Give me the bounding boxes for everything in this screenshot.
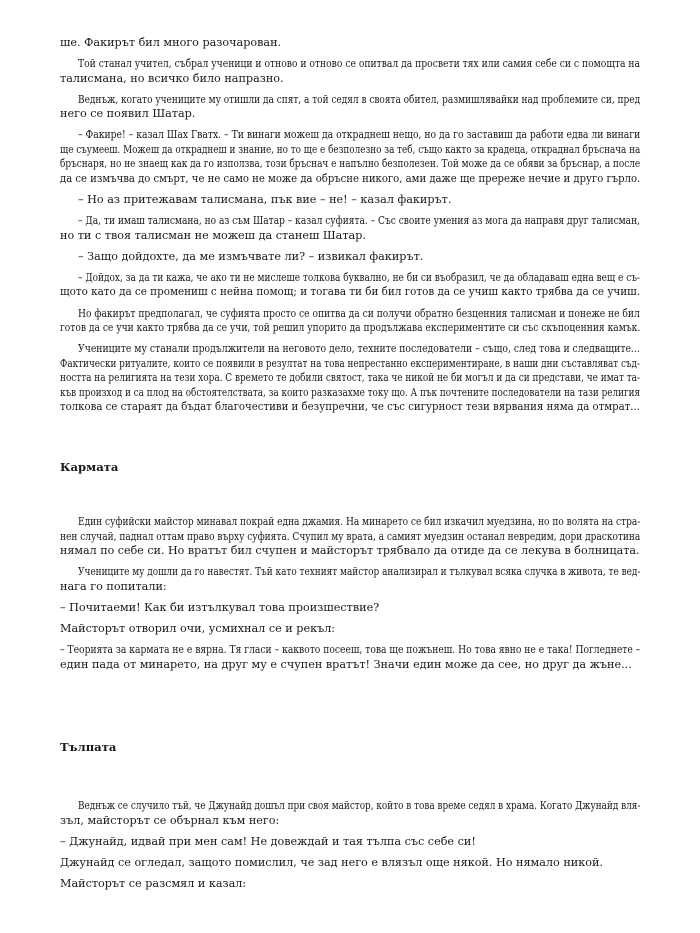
text-line: Майсторът се разсмял и казал: — [60, 877, 247, 890]
paragraph-line: – Дойдох, за да ти кажа, че ако ти не мислеше толкова буквално, не би си въобразил, че да обладаваш една вещ е съ- — [78, 271, 640, 284]
text-line: ността на религията на тези хора. С времето те добили святост, така че никой не би могъл и да си представи, че имат та- — [60, 371, 640, 384]
text-line: Джунайд се огледал, защото помислил, че зад него е влязъл още някой. Но нямало никой. — [60, 856, 603, 869]
text-line: един пада от минарето, на друг му е счупен вратът! Значи един може да сее, но друг да жъне... — [60, 658, 632, 671]
text-line: къв произход и са плод на обстоятелствата, за които разказахме току що. А пък почтените последователи на тази религия — [60, 386, 641, 399]
paragraph-line: – Но аз притежавам талисмана, пък вие – не! – казал факирът. — [78, 193, 452, 206]
paragraph-line: Учениците му станали продължители на неговото дело, техните последователи – също, след това и следващите... — [78, 342, 640, 355]
text-line: – Теорията за кармата не е вярна. Тя гласи – каквото посееш, това ще пожънеш. Но това явно не е така! Погледнете – — [60, 643, 641, 656]
paragraph-line: – Защо дойдохте, да ме измъчвате ли? – извикал факирът. — [78, 250, 424, 263]
section-heading-karma: Кармата — [60, 460, 119, 474]
paragraph-line: Веднъж се случило тъй, че Джунайд дошъл при своя майстор, който в това време седял в храма. Когато Джунайд вля- — [78, 799, 641, 812]
text-line: да се измъчва до смърт, че не само не може да обръсне никого, ами даже ще прережe нечие и друго гърло. — [60, 172, 641, 185]
text-line: зъл, майсторът се обърнал към него: — [60, 814, 280, 827]
paragraph-line: – Факире! – казал Шах Гватх. – Ти винаги можеш да откраднеш нещо, но да го заставиш да работи едва ли винаги — [78, 128, 641, 141]
text-line: ще съумееш. Можеш да откраднеш и знание, но то ще е безполезно за теб, също както за крадеца, откраднал бръснача на — [60, 143, 641, 156]
paragraph-line: – Да, ти имаш талисмана, но аз съм Шатар – казал суфията. – Със своите умения аз мога да направя друг талисман, — [78, 214, 641, 227]
text-line: нага го попитали: — [60, 580, 167, 593]
paragraph-line: Учениците му дошли да го навестят. Тъй като техният майстор анализирал и тълкувал всяка случка в живота, те вед- — [78, 565, 641, 578]
paragraph-line: Веднъж, когато учениците му отишли да спят, а той седял в своята обител, размишлявайки над проблемите си, пред — [78, 93, 641, 106]
text-line: Майсторът отворил очи, усмихнал се и рекъл: — [60, 622, 336, 635]
text-line: Фактически ритуалите, които се появили в резултат на това непрестанно експериментиране, в наши дни съставляват съд- — [60, 357, 640, 370]
paragraph-line: Един суфийски майстор минавал покрай една джамия. На минарето се бил изкачил муедзина, но по волята на стра- — [78, 515, 641, 528]
section-heading-crowd: Тълпата — [60, 740, 117, 754]
paragraph-line: Но факирът предполагал, че суфията просто се опитва да си получи обратно безценния талисман и понеже не бил — [78, 307, 640, 320]
text-line: готов да се учи както трябва да се учи, той решил упорито да продължава експериментите си със скъпоценния камък. — [60, 321, 641, 334]
text-line: нямал по себе си. Но вратът бил счупен и майсторът трябвало да отиде да се лекува в болницата. — [60, 544, 640, 557]
text-line: талисмана, но всичко било напразно. — [60, 72, 284, 85]
text-line: нен случай, паднал оттам право върху суфията. Счупил му врата, а самият муедзин останал невредим, дори драскотина — [60, 530, 641, 543]
text-line: него се появил Шатар. — [60, 107, 196, 120]
text-line: но ти с твоя талисман не можеш да станеш Шатар. — [60, 229, 366, 242]
text-line: – Почитаеми! Как би изтълкувал това произшествие? — [60, 601, 380, 614]
text-line: толкова се стараят да бъдат благочестиви и безупречни, че със сигурност тези вярвания няма да отмрат... — [60, 400, 640, 413]
text-line: ше. Факирът бил много разочарован. — [60, 36, 282, 49]
text-line: щото като да се промениш с нейна помощ; и тогава ти би бил готов да се учиш както трябва да се учиш. — [60, 285, 641, 298]
paragraph-line: Той станал учител, събрал ученици и отново и отново се опитвал да просвети тях или самия себе си с помощта на — [78, 57, 640, 70]
text-line: бръснаря, но не знаещ как да го използва, този бръснач е напълно безполезен. Той може да се обяви за бръснар, а после — [60, 157, 641, 170]
text-line: – Джунайд, идвай при мен сам! Не довеждай и тая тълпа със себе си! — [60, 835, 476, 848]
